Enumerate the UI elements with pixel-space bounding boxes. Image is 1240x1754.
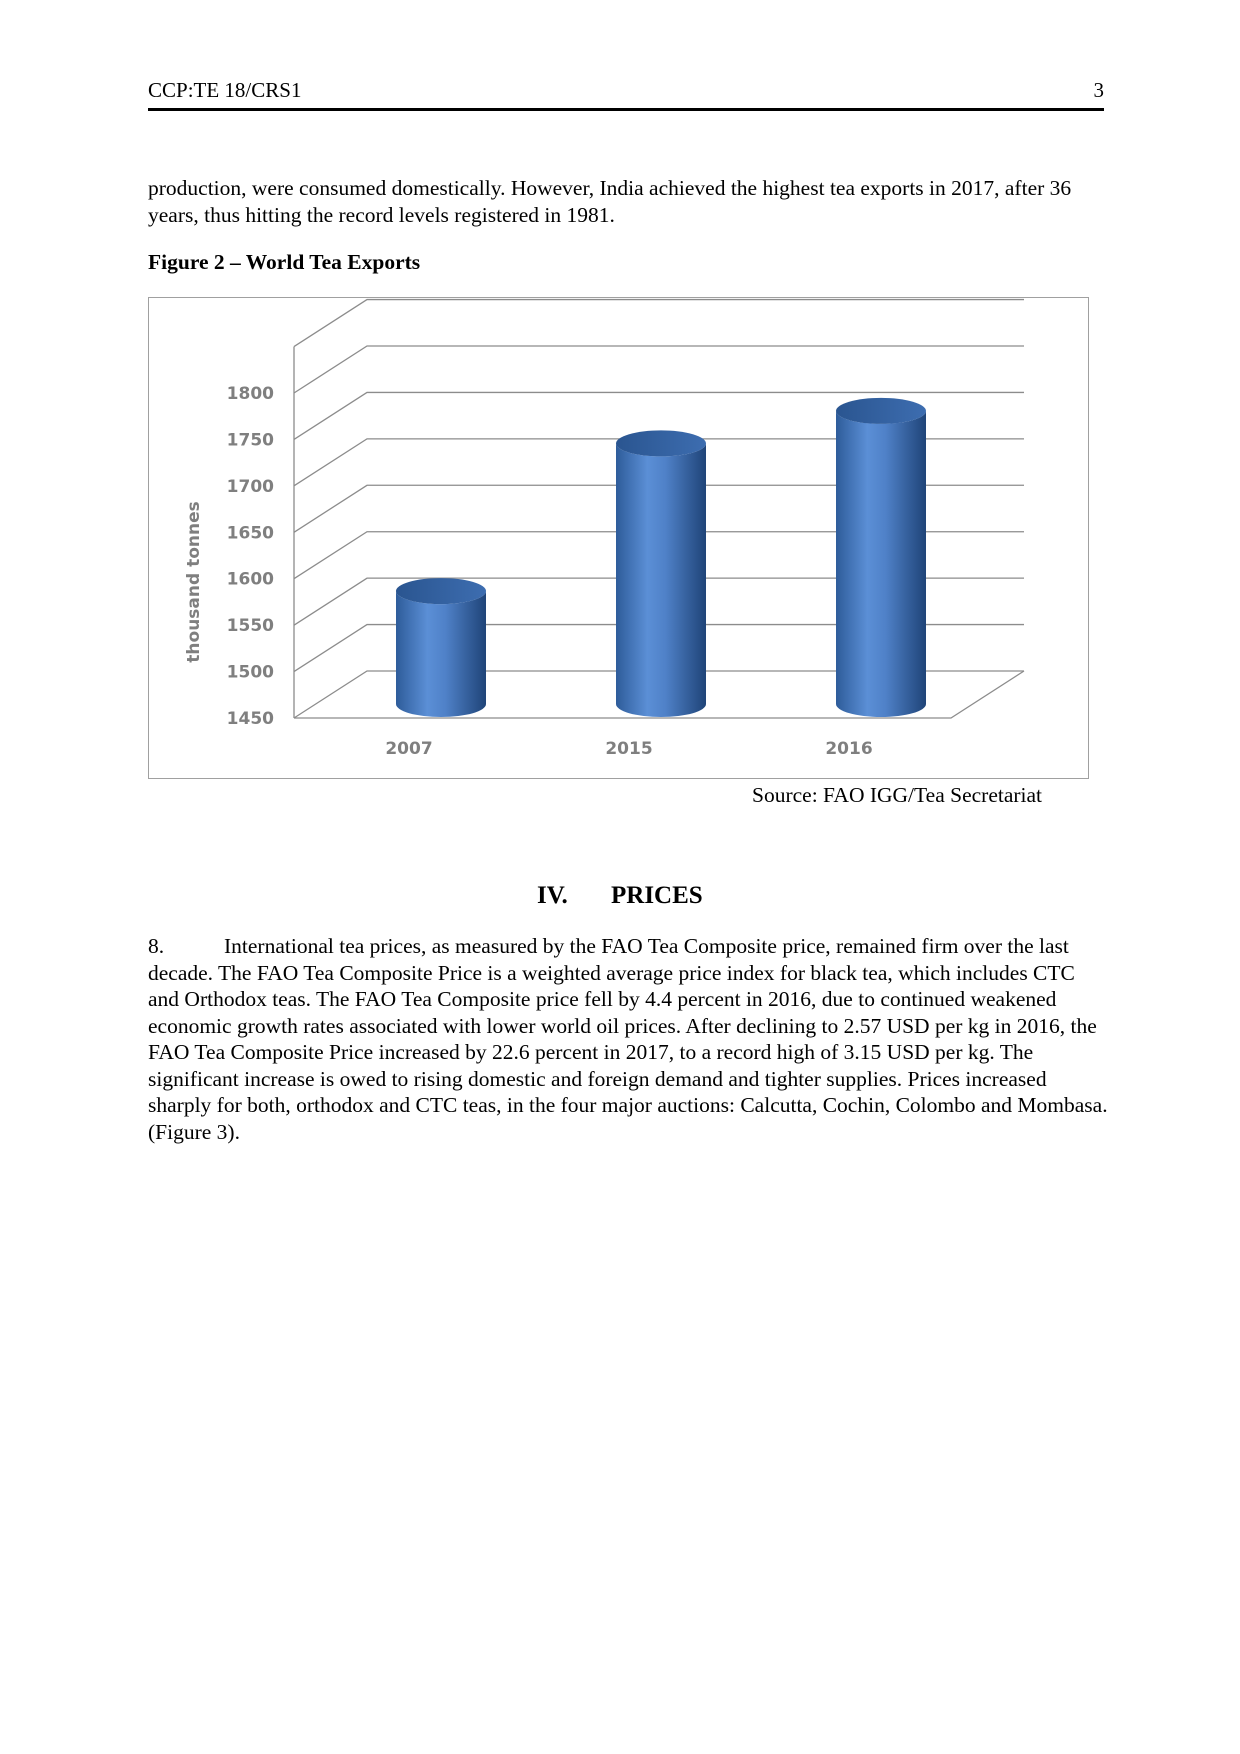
- section-title: PRICES: [611, 882, 703, 909]
- chart-frame: [148, 297, 1089, 779]
- chart-bars: [396, 398, 926, 717]
- y-tick-label: 1500: [226, 662, 274, 683]
- document-code: CCP:TE 18/CRS1: [148, 78, 302, 102]
- bar-body: [616, 443, 706, 717]
- bar-2015: [616, 430, 706, 717]
- y-tick-label: 1450: [226, 709, 274, 729]
- page-number: 3: [1093, 78, 1104, 102]
- paragraph-number: 8.: [148, 934, 165, 958]
- y-tick-label: 1700: [226, 476, 274, 497]
- section-number: IV.: [537, 882, 568, 909]
- x-category-label: 2015: [605, 739, 653, 759]
- figure-title: Figure 2 – World Tea Exports: [148, 250, 421, 274]
- bar-body: [396, 591, 486, 717]
- paragraph: [148, 933, 1108, 1145]
- y-tick-label: 1750: [226, 430, 274, 451]
- y-tick-label: 1600: [226, 569, 274, 590]
- gridline: [294, 346, 1024, 393]
- bar-body: [836, 411, 926, 717]
- gridline: [294, 300, 1024, 347]
- bar-top: [836, 398, 926, 424]
- paragraph: production, were consumed domestically. However, India achieved the highest tea exports in 2017, after 36 years, thus hitting the record levels registered in 1981.: [148, 176, 1072, 227]
- x-category-label: 2016: [825, 739, 873, 759]
- section-heading: [537, 882, 703, 910]
- y-axis-ticks: [227, 384, 274, 729]
- y-tick-label: 1650: [226, 523, 274, 544]
- bar-2016: [836, 398, 926, 717]
- bar-2007: [396, 578, 486, 717]
- figure-source: Source: FAO IGG/Tea Secretariat: [752, 783, 1043, 807]
- page-header: [148, 74, 1104, 111]
- bar-top: [396, 578, 486, 604]
- bar-top: [616, 430, 706, 456]
- x-axis-categories: [385, 739, 872, 759]
- bar-chart: [149, 298, 1090, 780]
- y-tick-label: 1800: [226, 384, 274, 404]
- paragraph-text: International tea prices, as measured by the FAO Tea Composite price, remained firm over the last decade. The FAO Tea Composite Price is a weighted average price index for black tea, which includes CTC and Orthodox teas. The FAO Tea Composite price fell by 4.4 percent in 2016, due to continued weakened economic growth rates associated with lower world oil prices. After declining to 2.57 USD per kg in 2016, the FAO Tea Composite Price increased by 22.6 percent in 2017, to a record high of 3.15 USD per kg. The significant increase is owed to rising domestic and foreign demand and tighter supplies. Prices increased sharply for both, orthodox and CTC teas, in the four major auctions: Calcutta, Cochin, Colombo and Mombasa. (Figure 3).: [148, 934, 1108, 1144]
- x-category-label: 2007: [385, 739, 433, 759]
- y-tick-label: 1550: [226, 616, 274, 637]
- y-axis-label: thousand tonnes: [184, 501, 204, 663]
